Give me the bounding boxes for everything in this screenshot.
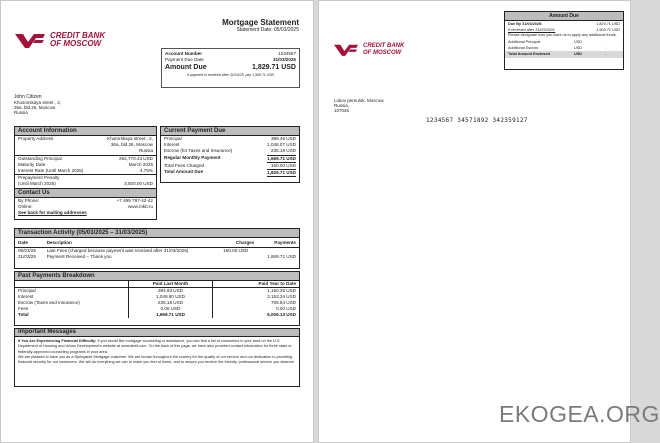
info-value: 264,770.43 USD xyxy=(119,155,153,161)
info-label: Interest Rate (Until March 2025) xyxy=(18,168,84,174)
website-link[interactable]: www.mkb.ru xyxy=(127,203,153,209)
col-payments: Payments xyxy=(274,239,296,245)
customer-address-2: 36a, bld.26, Moscow xyxy=(14,105,56,110)
due-value: 235.18 USD xyxy=(270,148,296,154)
bank-logo-icon xyxy=(334,43,358,56)
past-ytd: 1,150.25 USD xyxy=(267,288,296,293)
customer-name: John Citizen xyxy=(14,94,42,100)
mail-address-3: 107045 xyxy=(334,108,350,114)
account-number-label: Account Number xyxy=(165,51,203,56)
fees-value: 160.00 USD xyxy=(270,162,296,168)
col-description: Description xyxy=(46,239,72,245)
account-number: 1234567 xyxy=(278,51,296,56)
col-last-month: Paid Last Month xyxy=(129,281,213,288)
total-enclosed-label: Total Amount Enclosed xyxy=(508,52,550,57)
due-label: Escrow (for Taxes and Insurance) xyxy=(164,148,233,154)
property-address-3: Russia xyxy=(138,148,153,154)
customer-address-1: Khusonskaya street , 2, xyxy=(14,100,62,105)
txn-desc: Payment Received – Thank you xyxy=(46,254,112,259)
additional-escrow-input[interactable]: . xyxy=(605,46,607,51)
total-due-label: Total Amount Due xyxy=(164,169,204,175)
mail-address-1: Lukov pereulok, Moscow, xyxy=(334,98,385,103)
past-label: Interest xyxy=(15,294,129,300)
info-value: 4.75% xyxy=(139,168,153,174)
bank-name: CREDIT BANK xyxy=(363,43,405,49)
contact-title: Contact Us xyxy=(15,188,156,198)
due-label: Principal xyxy=(164,136,182,141)
past-label: Escrow (Taxes and Insurance) xyxy=(15,300,129,306)
past-last-month: 1,049.60 USD xyxy=(129,294,213,300)
past-last-month: 235.18 USD xyxy=(129,300,213,306)
past-ytd: 705.54 USD xyxy=(270,300,296,305)
table-row xyxy=(15,312,299,318)
info-label: Maturity Date xyxy=(18,161,46,167)
bank-name-2: OF MOSCOW xyxy=(50,39,102,48)
bank-logo xyxy=(15,32,105,48)
due-value: 1,048.07 USD xyxy=(267,142,296,148)
past-ytd: 3,153.34 USD xyxy=(267,294,296,299)
past-label: Principal xyxy=(15,288,129,295)
regular-payment-label: Regular Monthly Payment xyxy=(164,154,221,160)
transactions-title: Transaction Activity (05/03/2025 – 31/03/2025) xyxy=(15,229,299,238)
past-last-month: 384.93 USD xyxy=(129,288,213,295)
account-information xyxy=(14,126,157,220)
important-messages xyxy=(14,328,300,387)
penalty-label: Prepayment Penalty xyxy=(18,175,60,181)
penalty-until: (Until March 2025) xyxy=(18,181,56,187)
total-due-value: 1,829.71 USD xyxy=(267,169,296,177)
due-by-value: 1,829.71 USD xyxy=(596,22,620,26)
txn-date: 31/03/25 xyxy=(18,254,36,259)
due-date-label: Payment Due Date xyxy=(165,57,204,63)
late-value: 1,909.71 USD xyxy=(596,28,620,33)
transaction-activity xyxy=(14,228,300,269)
txn-desc: Late Fees (charged because payment was received after 31/03/2025) xyxy=(46,248,189,253)
messages-title: Important Messages xyxy=(15,329,299,337)
barcode-numbers: 1234567 34571892 342359127 xyxy=(426,117,528,124)
mailing-note: See back for mailing addresses xyxy=(18,210,87,216)
txn-charges xyxy=(220,254,257,260)
property-address-1: Khutorskaya street , 2, xyxy=(107,136,153,141)
additional-principal-input[interactable]: . xyxy=(605,39,607,44)
currency: USD xyxy=(573,39,583,44)
due-label: Interest xyxy=(164,142,180,148)
amount-due: 1,829.71 USD xyxy=(252,64,296,72)
coupon-title: Amount Due xyxy=(505,12,623,21)
col-date: Date xyxy=(18,240,28,245)
past-last-month: 1,669.71 USD xyxy=(129,312,213,318)
info-value: March 2025 xyxy=(128,161,153,167)
txn-charges: 160.00 USD xyxy=(223,248,249,253)
statement-title: Mortgage Statement xyxy=(222,18,299,27)
late-note: If payment is received after 31/03/25, pay 1,909.71 USD xyxy=(186,73,275,78)
col-ytd: Paid Year to Date xyxy=(258,281,296,286)
mail-address-2: Russia, xyxy=(334,103,350,109)
message-p2: We are pleased to have you as a Springside Mortgage customer. We are known throughout the country for the quality of our service and our dedication to providing financial security for our customers. We will do everything we can to make you feel at home, and to ensure you receive the friendly, professional service you deserve. xyxy=(18,354,295,365)
additional-principal-label: Additional Principal xyxy=(508,39,541,44)
current-due-title: Current Payment Due xyxy=(161,127,299,136)
currency: USD xyxy=(573,46,583,51)
past-title: Past Payments Breakdown xyxy=(15,272,299,281)
past-ytd: 0.00 USD xyxy=(276,306,296,311)
message-p1: If you would like mortgage counseling or assistance, you can find a list of counselors in your area on the U.S. Department of Housing and Urban Development's website at www.abeii.com. On the back of this page, we have also provided contact information for three state or federally-approved counseling programs in your area. xyxy=(18,339,292,354)
current-payment-due xyxy=(160,126,300,183)
coupon-instruction: Please designate how you want us to apply any additional funds. xyxy=(508,33,617,38)
bank-name: CREDIT BANK xyxy=(50,31,106,40)
past-label: Fees xyxy=(15,306,129,312)
online-label: Online: xyxy=(18,203,33,209)
phone-number[interactable]: +7 495 797-42-42 xyxy=(116,197,153,203)
currency: USD xyxy=(573,52,583,57)
late-label: If received after 31/03/2025: xyxy=(508,28,556,33)
table-row xyxy=(15,254,299,260)
fees-label: Total Fees Charged xyxy=(164,162,205,168)
customer-address-3: Russia xyxy=(14,110,28,115)
past-ytd: 5,009.13 USD xyxy=(267,312,296,317)
additional-escrow-label: Additional Escrow xyxy=(508,46,539,51)
regular-payment-value: 1,669.71 USD xyxy=(267,155,296,163)
past-label: Total xyxy=(15,312,129,318)
coupon-page xyxy=(318,0,660,443)
message-lead: If You Are Experiencing Financial Difficulty: xyxy=(18,339,97,344)
property-label: Property Address xyxy=(18,136,54,141)
due-by-label: Due By 31/03/2025: xyxy=(508,22,543,26)
past-last-month: 0.00 USD xyxy=(129,306,213,312)
col-charges: Charges xyxy=(235,239,255,245)
property-address-2: 36a, bld.26, Moscow xyxy=(110,142,153,148)
phone-label: By Phone: xyxy=(18,197,40,203)
amount-due-label: Amount Due xyxy=(165,64,207,72)
past-payments xyxy=(14,271,300,326)
account-info-title: Account Information xyxy=(15,127,156,136)
penalty-value: 3,500.00 USD xyxy=(124,181,153,187)
bank-name-2: OF MOSCOW xyxy=(363,49,402,56)
amount-due-coupon xyxy=(504,11,624,70)
account-summary xyxy=(161,48,300,88)
info-label: Outstanding Principal xyxy=(18,155,62,161)
due-date: 31/03/2025 xyxy=(273,57,296,63)
statement-date: Statement Date: 05/03/2025 xyxy=(236,27,299,33)
statement-page xyxy=(0,0,314,443)
due-value: 386.46 USD xyxy=(270,136,296,141)
txn-payments: 1,669.71 USD xyxy=(267,254,296,259)
bank-logo xyxy=(334,43,404,56)
bank-logo-icon xyxy=(15,32,45,48)
watermark: EKOGEA.ORG xyxy=(499,401,660,427)
txn-date: 05/03/25 xyxy=(18,248,36,253)
total-enclosed-input[interactable]: . xyxy=(605,52,607,57)
